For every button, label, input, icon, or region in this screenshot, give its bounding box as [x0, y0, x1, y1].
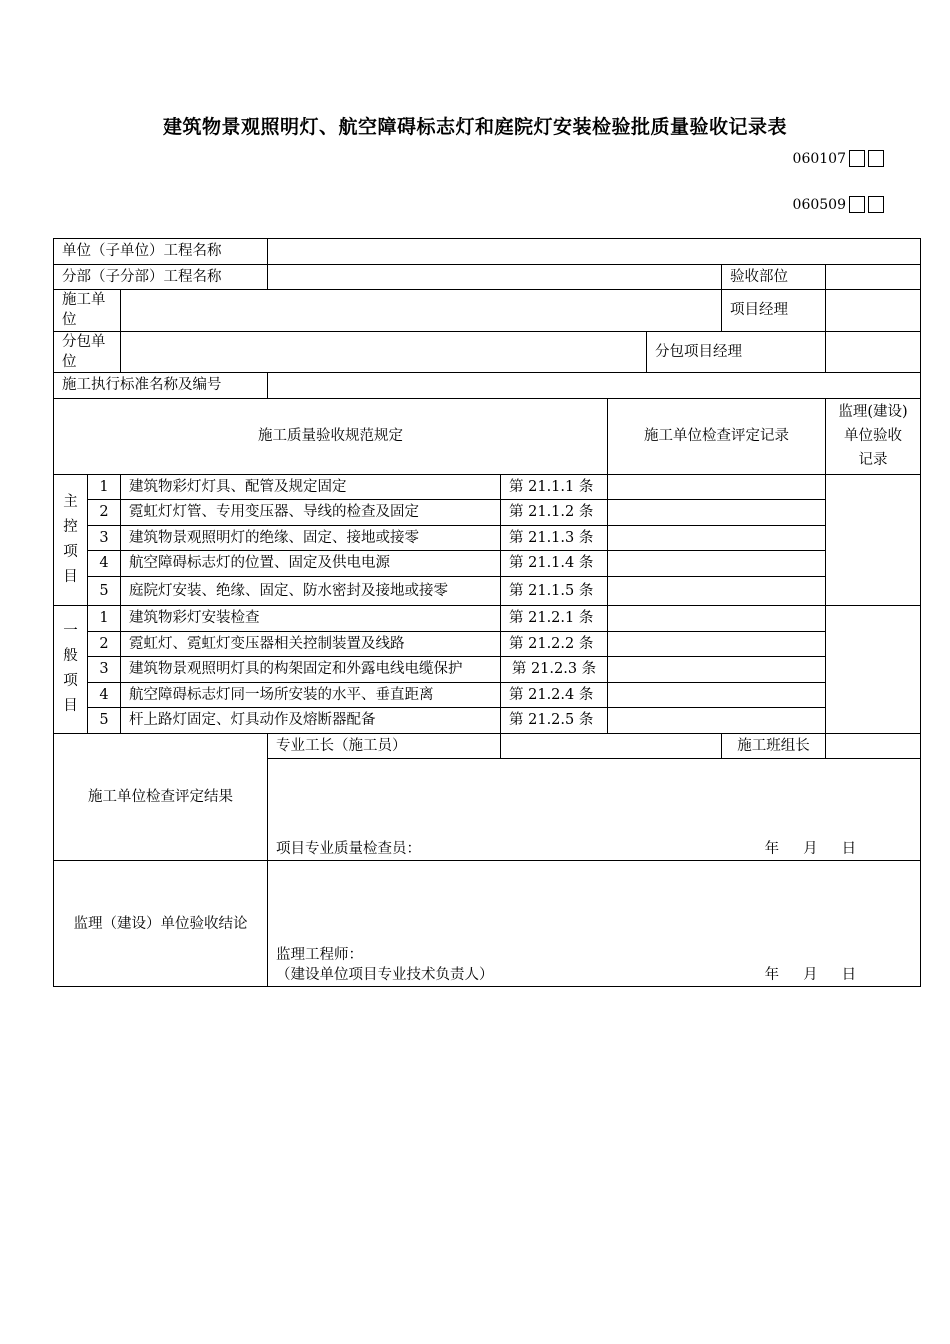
- item-number: 5: [88, 708, 121, 734]
- contractor-record-cell[interactable]: [608, 682, 826, 708]
- general-row: [54, 631, 921, 657]
- main-control-row: [54, 551, 921, 577]
- item-text: 航空障碍标志灯的位置、固定及供电电源: [121, 551, 501, 577]
- project-manager-field[interactable]: [826, 290, 921, 332]
- item-text: 霓虹灯灯管、专用变压器、导线的检查及固定: [121, 500, 501, 526]
- supervisor-record-cell[interactable]: [826, 606, 921, 734]
- code-checkbox[interactable]: [849, 196, 865, 213]
- general-label: [54, 606, 88, 734]
- form-code-text: 060107: [792, 150, 846, 167]
- supervisor-conclusion-label: 监理（建设）单位验收结论: [54, 861, 268, 987]
- item-clause: 第 21.2.5 条: [501, 708, 608, 734]
- project-manager-label: 项目经理: [722, 290, 826, 332]
- subcontractor-label: 分包单位: [54, 331, 121, 373]
- item-number: 5: [88, 576, 121, 606]
- header-row: [54, 331, 921, 373]
- contractor-result-field[interactable]: [268, 759, 921, 861]
- header-row: [54, 264, 921, 290]
- item-clause: 第 21.1.1 条: [501, 474, 608, 500]
- contractor-record-cell[interactable]: [608, 525, 826, 551]
- acceptance-part-field[interactable]: [826, 264, 921, 290]
- item-text: 建筑物彩灯灯具、配管及规定固定: [121, 474, 501, 500]
- foreman-label: 专业工长（施工员）: [268, 733, 501, 759]
- form-code-text: 060509: [792, 196, 846, 213]
- general-row: [54, 682, 921, 708]
- item-clause: 第 21.1.5 条: [501, 576, 608, 606]
- item-number: 1: [88, 606, 121, 632]
- item-text: 建筑物景观照明灯具的构架固定和外露电线电缆保护: [121, 657, 501, 683]
- standard-field[interactable]: [268, 373, 921, 399]
- supervisor-header-line: 记录: [858, 452, 888, 469]
- date-month: 月: [803, 840, 818, 857]
- contractor-record-cell[interactable]: [608, 631, 826, 657]
- date-year: 年: [764, 966, 780, 983]
- label-char: 项: [63, 673, 78, 690]
- form-code-060509: [793, 196, 884, 213]
- date-month: 月: [803, 966, 818, 983]
- contractor-record-cell[interactable]: [608, 657, 826, 683]
- item-text: 霓虹灯、霓虹灯变压器相关控制装置及线路: [121, 631, 501, 657]
- label-char: 一: [63, 623, 78, 640]
- code-checkbox[interactable]: [868, 150, 884, 167]
- item-number: 1: [88, 474, 121, 500]
- label-char: 目: [63, 698, 78, 715]
- owner-rep-label: （建设单位项目专业技术负责人）: [276, 966, 494, 983]
- date-day: 日: [841, 966, 857, 983]
- subproject-field[interactable]: [268, 264, 722, 290]
- item-clause: 第 21.1.4 条: [501, 551, 608, 577]
- main-control-row: [54, 525, 921, 551]
- supervisor-record-cell[interactable]: [826, 474, 921, 606]
- item-number: 4: [88, 551, 121, 577]
- project-name-field[interactable]: [268, 239, 921, 265]
- header-row: [54, 290, 921, 332]
- standard-label: 施工执行标准名称及编号: [54, 373, 268, 399]
- contractor-record-cell[interactable]: [608, 606, 826, 632]
- item-text: 杆上路灯固定、灯具动作及熔断器配备: [121, 708, 501, 734]
- header-row: [54, 239, 921, 265]
- foreman-row: [54, 733, 921, 759]
- label-char: 目: [63, 568, 78, 585]
- contractor-record-cell[interactable]: [608, 474, 826, 500]
- form-title: 建筑物景观照明灯、航空障碍标志灯和庭院灯安装检验批质量验收记录表: [162, 116, 787, 138]
- sub-pm-label: 分包项目经理: [647, 331, 826, 373]
- item-clause: 第 21.1.3 条: [501, 525, 608, 551]
- item-number: 3: [88, 525, 121, 551]
- contractor-label: 施工单位: [54, 290, 121, 332]
- contractor-record-header: 施工单位检查评定记录: [608, 398, 826, 474]
- item-number: 3: [88, 657, 121, 683]
- date-day: 日: [841, 840, 857, 857]
- item-clause: 第 21.2.3 条: [501, 657, 608, 683]
- supervisor-row: [54, 861, 921, 987]
- subcontractor-field[interactable]: [121, 331, 647, 373]
- code-checkbox[interactable]: [849, 150, 865, 167]
- contractor-record-cell[interactable]: [608, 500, 826, 526]
- date-year: 年: [764, 840, 780, 857]
- main-control-row: [54, 474, 921, 500]
- contractor-result-label: 施工单位检查评定结果: [54, 733, 268, 861]
- engineer-label: 监理工程师：: [276, 946, 364, 963]
- item-clause: 第 21.2.4 条: [501, 682, 608, 708]
- spec-column-header: 施工质量验收规范规定: [54, 398, 608, 474]
- team-leader-field[interactable]: [826, 733, 921, 759]
- contractor-record-cell[interactable]: [608, 576, 826, 606]
- foreman-field[interactable]: [501, 733, 722, 759]
- project-name-label: 单位（子单位）工程名称: [54, 239, 268, 265]
- form-code-060107: [793, 150, 884, 167]
- contractor-field[interactable]: [121, 290, 722, 332]
- label-char: 控: [63, 518, 78, 535]
- code-checkbox[interactable]: [868, 196, 884, 213]
- item-number: 2: [88, 631, 121, 657]
- acceptance-part-label: 验收部位: [722, 264, 826, 290]
- main-control-label: [54, 474, 88, 606]
- subproject-label: 分部（子分部）工程名称: [54, 264, 268, 290]
- supervisor-conclusion-field[interactable]: [268, 861, 921, 987]
- contractor-record-cell[interactable]: [608, 551, 826, 577]
- supervisor-date: [741, 965, 857, 985]
- label-char: 项: [63, 543, 78, 560]
- item-number: 4: [88, 682, 121, 708]
- supervisor-header-line: 单位验收: [844, 428, 903, 445]
- main-control-row: [54, 500, 921, 526]
- label-char: 主: [63, 493, 78, 510]
- item-clause: 第 21.1.2 条: [501, 500, 608, 526]
- item-text: 航空障碍标志灯同一场所安装的水平、垂直距离: [121, 682, 501, 708]
- item-clause: 第 21.2.2 条: [501, 631, 608, 657]
- supervisor-header-line: 监理(建设): [838, 404, 908, 421]
- sub-pm-field[interactable]: [826, 331, 921, 373]
- item-text: 建筑物景观照明灯的绝缘、固定、接地或接零: [121, 525, 501, 551]
- item-number: 2: [88, 500, 121, 526]
- general-row: [54, 708, 921, 734]
- supervisor-record-header: [826, 398, 921, 474]
- team-leader-label: 施工班组长: [722, 733, 826, 759]
- item-text: 庭院灯安装、绝缘、固定、防水密封及接地或接零: [121, 576, 501, 606]
- inspection-record-table: [53, 238, 921, 987]
- general-row: [54, 606, 921, 632]
- contractor-date: [741, 839, 857, 859]
- label-char: 般: [63, 648, 78, 665]
- item-text: 建筑物彩灯安装检查: [121, 606, 501, 632]
- column-header-row: [54, 398, 921, 474]
- inspector-label: 项目专业质量检查员：: [276, 840, 422, 857]
- contractor-record-cell[interactable]: [608, 708, 826, 734]
- header-row: [54, 373, 921, 399]
- item-clause: 第 21.2.1 条: [501, 606, 608, 632]
